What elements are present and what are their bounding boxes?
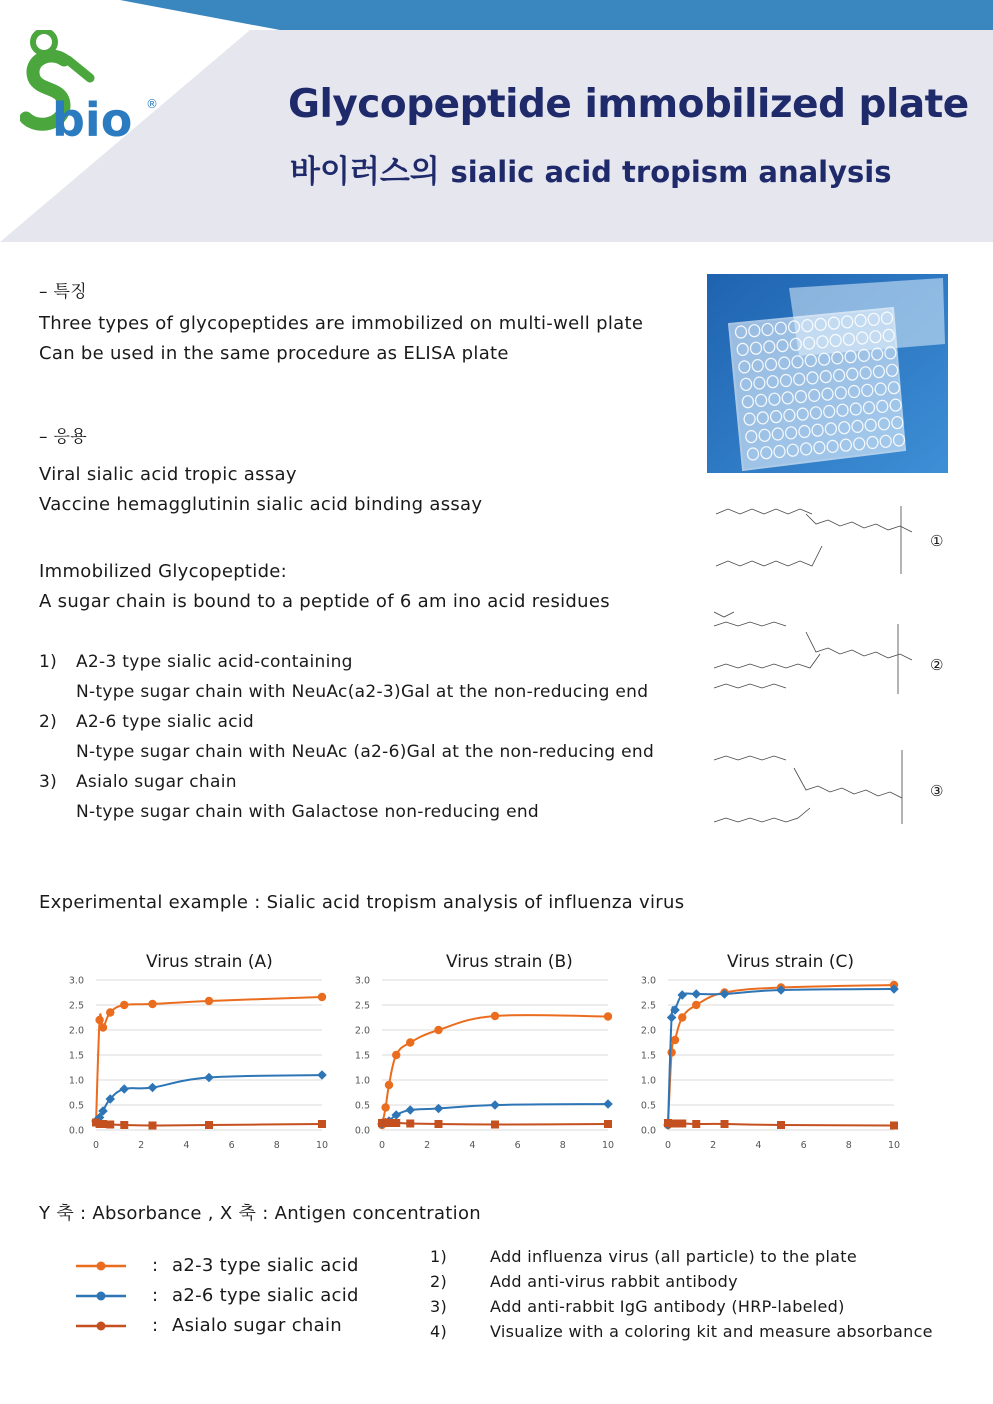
legend-swatch-a23 xyxy=(76,1261,126,1271)
item-title: A2-3 type sialic acid-containing xyxy=(76,652,353,672)
y-tick-label: 2.0 xyxy=(68,1025,84,1037)
item-detail: N-type sugar chain with NeuAc (a2-6)Gal at the non-reducing end xyxy=(76,742,655,762)
data-point xyxy=(318,1120,326,1128)
y-tick-label: 2.5 xyxy=(640,1000,656,1012)
x-tick-label: 0 xyxy=(378,1140,386,1151)
application-line: Viral sialic acid tropic assay xyxy=(39,464,297,485)
y-tick-label: 1.0 xyxy=(640,1075,656,1087)
x-tick-label: 8 xyxy=(845,1140,852,1151)
y-tick-label: 1.5 xyxy=(640,1050,656,1062)
chart-title: Virus strain (A) xyxy=(146,952,273,972)
data-point xyxy=(119,1084,129,1094)
x-tick-label: 2 xyxy=(710,1140,717,1151)
data-point xyxy=(721,1120,729,1128)
data-point xyxy=(392,1051,400,1059)
x-tick-label: 4 xyxy=(469,1140,476,1151)
legend-swatch-a26 xyxy=(76,1291,126,1301)
data-point xyxy=(385,1081,393,1089)
chart-title: Virus strain (C) xyxy=(727,952,854,972)
data-point xyxy=(204,1073,214,1083)
data-point xyxy=(120,1001,128,1009)
y-tick-label: 0.5 xyxy=(354,1100,370,1112)
series-line xyxy=(96,997,322,1123)
subtitle-english: sialic acid tropism analysis xyxy=(450,155,892,189)
data-point xyxy=(385,1119,393,1127)
data-point xyxy=(149,1122,157,1130)
legend-sep: : xyxy=(152,1255,159,1276)
item-detail: N-type sugar chain with NeuAc(a2-3)Gal at the non-reducing end xyxy=(76,682,649,702)
glycan-structure-3 xyxy=(706,740,944,840)
legend-label: a2-6 type sialic acid xyxy=(172,1285,359,1306)
legend-label: Asialo sugar chain xyxy=(172,1315,342,1336)
y-tick-label: 1.5 xyxy=(68,1050,84,1062)
data-point xyxy=(692,1001,700,1009)
glycan-structure-2 xyxy=(706,602,944,712)
step-text: Add anti-rabbit IgG antibody (HRP-labeled) xyxy=(490,1297,845,1316)
legend-sep: : xyxy=(152,1315,159,1336)
step-number: 2) xyxy=(430,1272,448,1291)
x-tick-label: 10 xyxy=(887,1140,901,1151)
x-tick-label: 0 xyxy=(92,1140,100,1151)
data-point xyxy=(434,1026,442,1034)
y-tick-label: 0.5 xyxy=(68,1100,84,1112)
data-point xyxy=(205,997,213,1005)
data-point xyxy=(678,1013,686,1021)
y-tick-label: 2.5 xyxy=(68,1000,84,1012)
step-number: 1) xyxy=(430,1247,448,1266)
data-point xyxy=(99,1120,107,1128)
step-text: Add influenza virus (all particle) to the plate xyxy=(490,1247,858,1266)
step-number: 3) xyxy=(430,1297,448,1316)
application-line: Vaccine hemagglutinin sialic acid binding assay xyxy=(39,494,483,515)
experiment-heading: Experimental example : Sialic acid tropism analysis of influenza virus xyxy=(39,892,685,913)
item-number: 3) xyxy=(39,772,58,792)
features-heading: – 특징 xyxy=(39,282,87,302)
glycopeptide-heading: Immobilized Glycopeptide: xyxy=(39,561,288,582)
data-point xyxy=(491,1012,499,1020)
data-point xyxy=(392,1119,400,1127)
applications-heading: – 응용 xyxy=(39,427,87,447)
step-text: Add anti-virus rabbit antibody xyxy=(490,1272,738,1291)
y-tick-label: 3.0 xyxy=(354,975,370,987)
step-text: Visualize with a coloring kit and measure absorbance xyxy=(490,1322,933,1341)
y-tick-label: 1.0 xyxy=(354,1075,370,1087)
item-title: Asialo sugar chain xyxy=(76,772,237,792)
page-title: Glycopeptide immobilized plate xyxy=(288,82,969,127)
data-point xyxy=(678,1120,686,1128)
x-tick-label: 8 xyxy=(559,1140,566,1151)
item-detail: N-type sugar chain with Galactose non-reducing end xyxy=(76,802,540,822)
x-tick-label: 2 xyxy=(424,1140,431,1151)
data-point xyxy=(667,1048,675,1056)
y-tick-label: 0.0 xyxy=(354,1125,370,1137)
data-point xyxy=(406,1038,414,1046)
sbio-logo xyxy=(20,30,170,150)
step-number: 4) xyxy=(430,1322,448,1341)
series-line xyxy=(668,989,894,1125)
x-tick-label: 0 xyxy=(664,1140,672,1151)
data-point xyxy=(671,1036,679,1044)
data-point xyxy=(148,1000,156,1008)
data-point xyxy=(671,1120,679,1128)
legend-label: a2-3 type sialic acid xyxy=(172,1255,359,1276)
y-tick-label: 2.5 xyxy=(354,1000,370,1012)
data-point xyxy=(318,993,326,1001)
x-tick-label: 4 xyxy=(183,1140,190,1151)
data-point xyxy=(99,1023,107,1031)
x-tick-label: 10 xyxy=(601,1140,615,1151)
x-tick-label: 4 xyxy=(755,1140,762,1151)
legend-sep: : xyxy=(152,1285,159,1306)
y-tick-label: 0.0 xyxy=(68,1125,84,1137)
y-tick-label: 3.0 xyxy=(68,975,84,987)
y-tick-label: 1.0 xyxy=(68,1075,84,1087)
y-tick-label: 2.0 xyxy=(640,1025,656,1037)
feature-line: Can be used in the same procedure as ELISA plate xyxy=(39,343,509,364)
data-point xyxy=(406,1120,414,1128)
x-tick-label: 6 xyxy=(514,1140,521,1151)
y-tick-label: 3.0 xyxy=(640,975,656,987)
x-tick-label: 10 xyxy=(315,1140,329,1151)
data-point xyxy=(691,989,701,999)
x-tick-label: 6 xyxy=(228,1140,235,1151)
data-point xyxy=(604,1120,612,1128)
x-tick-label: 8 xyxy=(273,1140,280,1151)
data-point xyxy=(777,1121,785,1129)
glycopeptide-description: A sugar chain is bound to a peptide of 6 am ino acid residues xyxy=(39,591,610,612)
data-point xyxy=(148,1083,158,1093)
item-title: A2-6 type sialic acid xyxy=(76,712,254,732)
axes-note: Y 축 : Absorbance , X 축 : Antigen concentration xyxy=(39,1203,481,1224)
chart-virus-strain-a xyxy=(56,970,336,1160)
page-subtitle xyxy=(290,146,980,191)
item-number: 1) xyxy=(39,652,58,672)
data-point xyxy=(603,1099,613,1109)
data-point xyxy=(95,1016,103,1024)
structure-number: ① xyxy=(930,532,944,550)
data-point xyxy=(890,1122,898,1130)
data-point xyxy=(120,1121,128,1129)
chart-virus-strain-b xyxy=(342,970,622,1160)
legend-swatch-asialo xyxy=(76,1321,126,1331)
data-point xyxy=(490,1100,500,1110)
data-point xyxy=(106,1008,114,1016)
y-tick-label: 2.0 xyxy=(354,1025,370,1037)
chart-virus-strain-c xyxy=(628,970,908,1160)
svg-text:®: ® xyxy=(146,97,158,111)
data-point xyxy=(604,1012,612,1020)
y-tick-label: 0.5 xyxy=(640,1100,656,1112)
data-point xyxy=(435,1120,443,1128)
data-point xyxy=(317,1070,327,1080)
chart-title: Virus strain (B) xyxy=(446,952,573,972)
data-point xyxy=(491,1121,499,1129)
item-number: 2) xyxy=(39,712,58,732)
data-point xyxy=(205,1121,213,1129)
data-point xyxy=(405,1105,415,1115)
data-point xyxy=(106,1121,114,1129)
y-tick-label: 0.0 xyxy=(640,1125,656,1137)
multiwell-plate-image xyxy=(707,274,948,473)
glycan-structure-1 xyxy=(706,496,944,586)
data-point xyxy=(692,1120,700,1128)
x-tick-label: 6 xyxy=(800,1140,807,1151)
data-point xyxy=(381,1103,389,1111)
structure-number: ③ xyxy=(930,782,944,800)
subtitle-korean: 바이러스의 xyxy=(290,154,440,190)
y-tick-label: 1.5 xyxy=(354,1050,370,1062)
structure-number: ② xyxy=(930,656,944,674)
logo-text: bio xyxy=(52,93,133,147)
feature-line: Three types of glycopeptides are immobilized on multi-well plate xyxy=(39,313,644,334)
x-tick-label: 2 xyxy=(138,1140,145,1151)
